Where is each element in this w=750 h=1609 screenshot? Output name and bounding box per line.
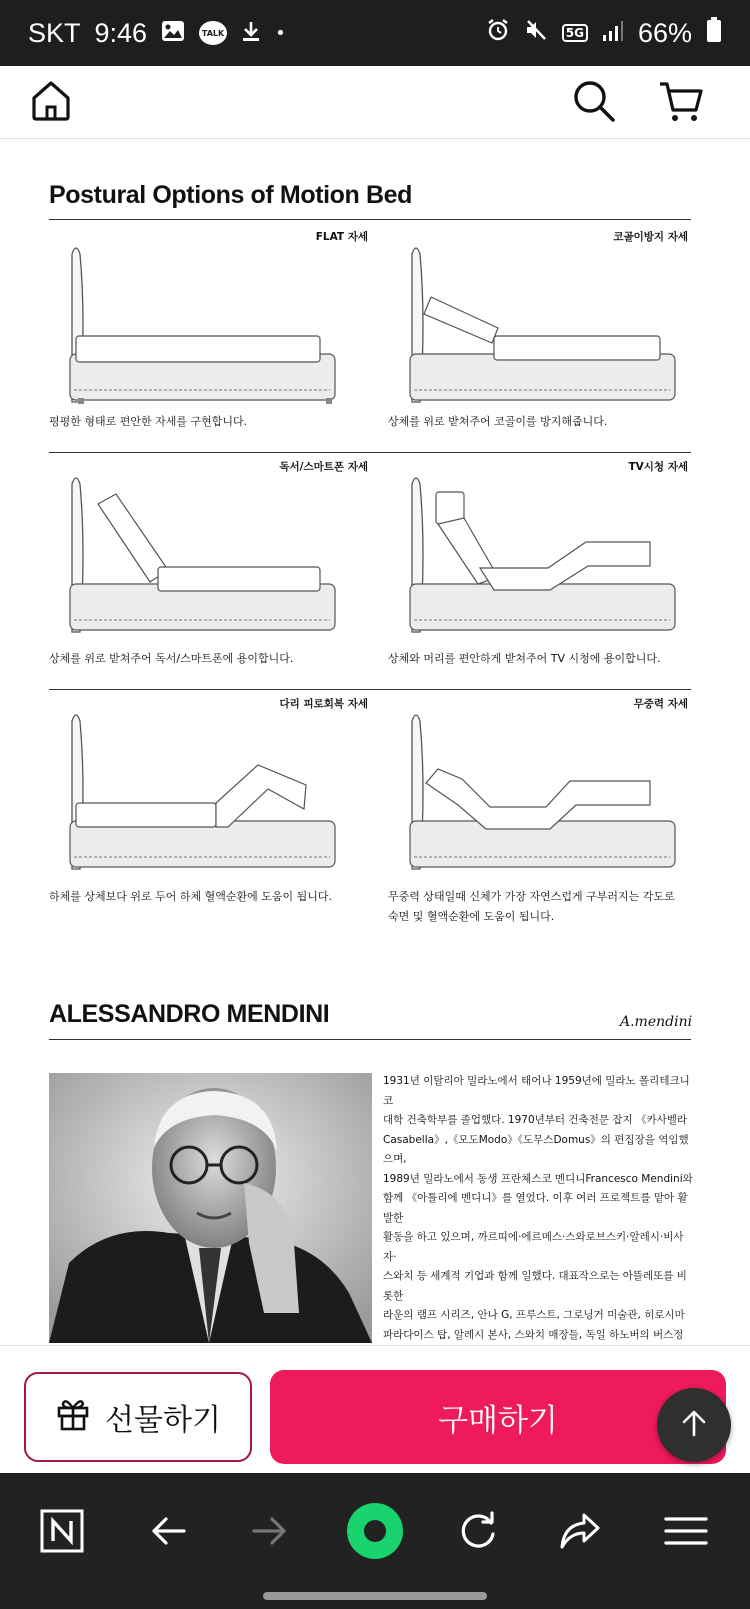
designer-name-title: ALESSANDRO MENDINI [49, 1000, 330, 1028]
option-label: 코골이방지 자세 [613, 231, 688, 243]
description-line: 숙면 및 혈액순환에 도움이 됩니다. [388, 910, 555, 923]
option-description [388, 412, 607, 432]
bio-line: 함께 《아틀리에 멘디니》를 열었다. 이후 여러 프로젝트를 맡아 활발한 [383, 1192, 688, 1224]
naver-n-icon[interactable] [32, 1501, 92, 1561]
row-divider [49, 689, 691, 690]
refresh-icon[interactable] [448, 1501, 508, 1561]
browser-toolbar [0, 1473, 750, 1609]
bio-line: 1931년 이탈리아 밀라노에서 태어나 1959년에 밀라노 폴리테크니코 [383, 1075, 690, 1107]
option-description [49, 412, 247, 432]
carrier-label: SKT [28, 17, 81, 48]
option-label: 독서/스마트폰 자세 [279, 461, 368, 473]
bio-line: 라운의 램프 시리즈, 안나 G, 프루스트, 그로닝거 미술관, 히로시마 [383, 1309, 685, 1321]
description-line: 상체를 위로 받쳐주어 독서/스마트폰에 용이합니다. [49, 652, 294, 665]
bio-line: 대학 건축학부를 졸업했다. 1970년부터 건축전문 잡지 《카사벨라 [383, 1114, 688, 1126]
green-circle-icon[interactable] [338, 1494, 412, 1568]
gift-button-label: 선물하기 [105, 1403, 221, 1438]
option-description [388, 887, 675, 927]
scroll-to-top-button[interactable] [657, 1388, 731, 1462]
gallery-icon [161, 19, 185, 48]
forward-arrow-icon[interactable] [240, 1501, 300, 1561]
menu-icon[interactable] [656, 1501, 716, 1561]
app-bar [0, 66, 750, 139]
bio-line: 1989년 밀라노에서 동생 프란체스코 멘디니Francesco Mendini와 [383, 1172, 693, 1185]
product-detail-content[interactable] [0, 139, 750, 1345]
option-label: FLAT 자세 [315, 231, 368, 243]
battery-icon [706, 17, 722, 49]
option-label: TV시청 자세 [628, 461, 688, 473]
description-line: 하체를 상체보다 위로 두어 하체 혈액순환에 도움이 됩니다. [49, 890, 332, 903]
share-icon[interactable] [550, 1501, 610, 1561]
designer-portrait-photo [49, 1073, 372, 1343]
bed-illustration-anti-snore [398, 242, 698, 422]
description-line: 상체와 머리를 편안하게 받쳐주어 TV 시청에 용이합니다. [388, 652, 661, 665]
bed-illustration-flat [58, 242, 358, 422]
signal-icon [602, 19, 624, 48]
mute-icon [524, 18, 548, 48]
purchase-bar [0, 1345, 750, 1474]
bio-line: 파라다이스 탑, 알레시 본사, 스와치 매장들, 독일 하노버의 버스정 [383, 1328, 684, 1341]
signature-mark: A.mendini [620, 1014, 693, 1030]
back-arrow-icon[interactable] [138, 1501, 198, 1561]
title-rule [49, 219, 691, 220]
option-label: 다리 피로회복 자세 [279, 698, 368, 710]
alarm-icon [486, 18, 510, 48]
clock: 9:46 [94, 17, 148, 48]
home-gesture-handle[interactable] [263, 1592, 487, 1600]
bio-line: Casabella》,《모도Modo》《도무스Domus》의 편집장을 역임했으며, [383, 1133, 689, 1165]
description-line: 상체를 위로 받쳐주어 코골이를 방지해줍니다. [388, 415, 608, 428]
bed-illustration-leg-rest [58, 709, 358, 889]
arrow-up-icon [679, 1408, 709, 1442]
download-icon [241, 19, 261, 48]
battery-percent: 66% [637, 17, 692, 48]
row-divider [49, 452, 691, 453]
designer-title-rule [49, 1039, 691, 1040]
postural-section-title: Postural Options of Motion Bed [49, 181, 412, 209]
bed-illustration-reading [58, 472, 358, 652]
option-description [49, 887, 332, 907]
description-line: 평평한 형태로 편안한 자세를 구현합니다. [49, 415, 248, 428]
gift-button[interactable] [24, 1372, 252, 1462]
bio-line: 활동을 하고 있으며, 까르띠에·에르메스·스와로브스키·알레시·비사자· [383, 1231, 684, 1263]
option-description [49, 649, 293, 669]
description-line: 무중력 상태일때 신체가 가장 자연스럽게 구부러지는 각도로 [388, 890, 675, 903]
kakaotalk-icon: TALK [199, 21, 227, 45]
option-description [388, 649, 661, 669]
status-bar [0, 0, 750, 66]
search-icon[interactable] [565, 72, 623, 130]
cart-icon[interactable] [652, 72, 710, 130]
dot-icon: • [275, 22, 286, 44]
network-badge: 5G [562, 24, 588, 42]
buy-button-label: 구매하기 [438, 1402, 558, 1439]
option-label: 무중력 자세 [633, 698, 688, 710]
bed-illustration-tv [398, 472, 698, 652]
bio-line: 스와치 등 세계적 기업과 함께 일했다. 대표작으로는 아뜰레또를 비롯한 [383, 1270, 687, 1302]
gift-icon [55, 1395, 91, 1439]
bed-illustration-zero-gravity [398, 709, 698, 889]
home-icon[interactable] [22, 72, 80, 130]
